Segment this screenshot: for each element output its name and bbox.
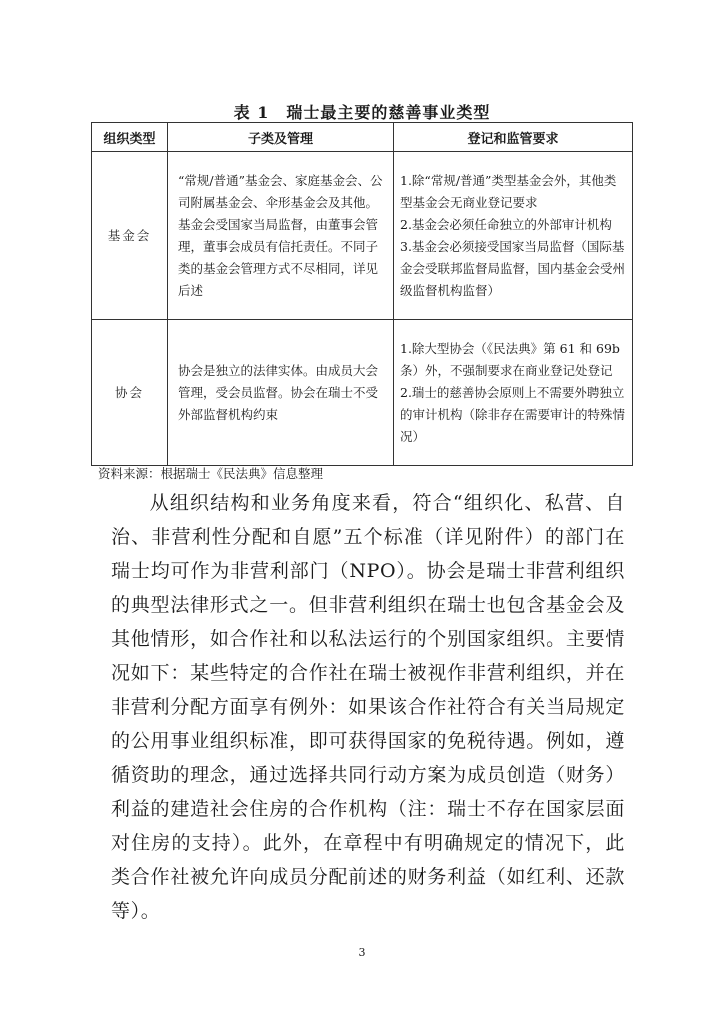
- table-title: 表 1 瑞士最主要的慈善事业类型: [233, 103, 491, 122]
- page-number: 3: [358, 946, 366, 959]
- header-org-type: 组织类型: [92, 123, 168, 152]
- requirement-item: 3.基金会必须接受国家当局监督（国际基金会受联邦监督局监督，国内基金会受州级监督机构监督）: [400, 238, 626, 298]
- table-row-foundation: [92, 152, 633, 320]
- charity-types-table: [91, 122, 633, 466]
- requirement-item: 2.瑞士的慈善协会原则上不需要外聘独立的审计机构（除非存在需要审计的特殊情况）: [400, 384, 626, 444]
- row-requirements: [394, 320, 633, 466]
- body-paragraph: [111, 486, 625, 928]
- row-subtype-management: “常规/普通”基金会、家庭基金会、公司附属基金会、伞形基金会及其他。基金会受国家当局监督，由董事会管理，董事会成员有信托责任。不同子类的基金会管理方式不尽相同，详见后述: [168, 152, 394, 320]
- row-requirements: [394, 152, 633, 320]
- table-row-association: [92, 320, 633, 466]
- row-type: 协会: [92, 320, 168, 466]
- requirement-item: 1.除“常规/普通”类型基金会外，其他类型基金会无商业登记要求: [400, 172, 617, 210]
- header-registration-supervision: 登记和监管要求: [394, 123, 633, 152]
- table-header-row: [92, 123, 633, 152]
- body-paragraph-text: 从组织结构和业务角度来看，符合“组织化、私营、自治、非营利性分配和自愿”五个标准（详见附件）的部门在瑞士均可作为非营利部门（NPO）。协会是瑞士非营利组织的典型法律形式之一。但非营利组织在瑞士也包含基金会及其他情形，如合作社和以私法运行的个别国家组织。主要情况如下：某些特定的合作社在瑞士被视作非营利组织，并在非营利分配方面享有例外：如果该合作社符合有关当局规定的公用事业组织标准，即可获得国家的免税待遇。例如，遵循资助的理念，通过选择共同行动方案为成员创造（财务）利益的建造社会住房的合作机构（注：瑞士不存在国家层面对住房的支持）。此外，在章程中有明确规定的情况下，此类合作社被允许向成员分配前述的财务利益（如红利、还款等）。: [111, 492, 625, 922]
- row-subtype-management: 协会是独立的法律实体。由成员大会管理，受会员监督。协会在瑞士不受外部监督机构约束: [168, 320, 394, 466]
- header-subtype-management: 子类及管理: [168, 123, 394, 152]
- requirement-item: 2.基金会必须任命独立的外部审计机构: [400, 216, 612, 232]
- row-type: 基金会: [92, 152, 168, 320]
- requirement-item: 1.除大型协会（《民法典》第 61 和 69b 条）外，不强制要求在商业登记处登记: [400, 340, 620, 378]
- table-source-note: 资料来源：根据瑞士《民法典》信息整理: [98, 466, 324, 481]
